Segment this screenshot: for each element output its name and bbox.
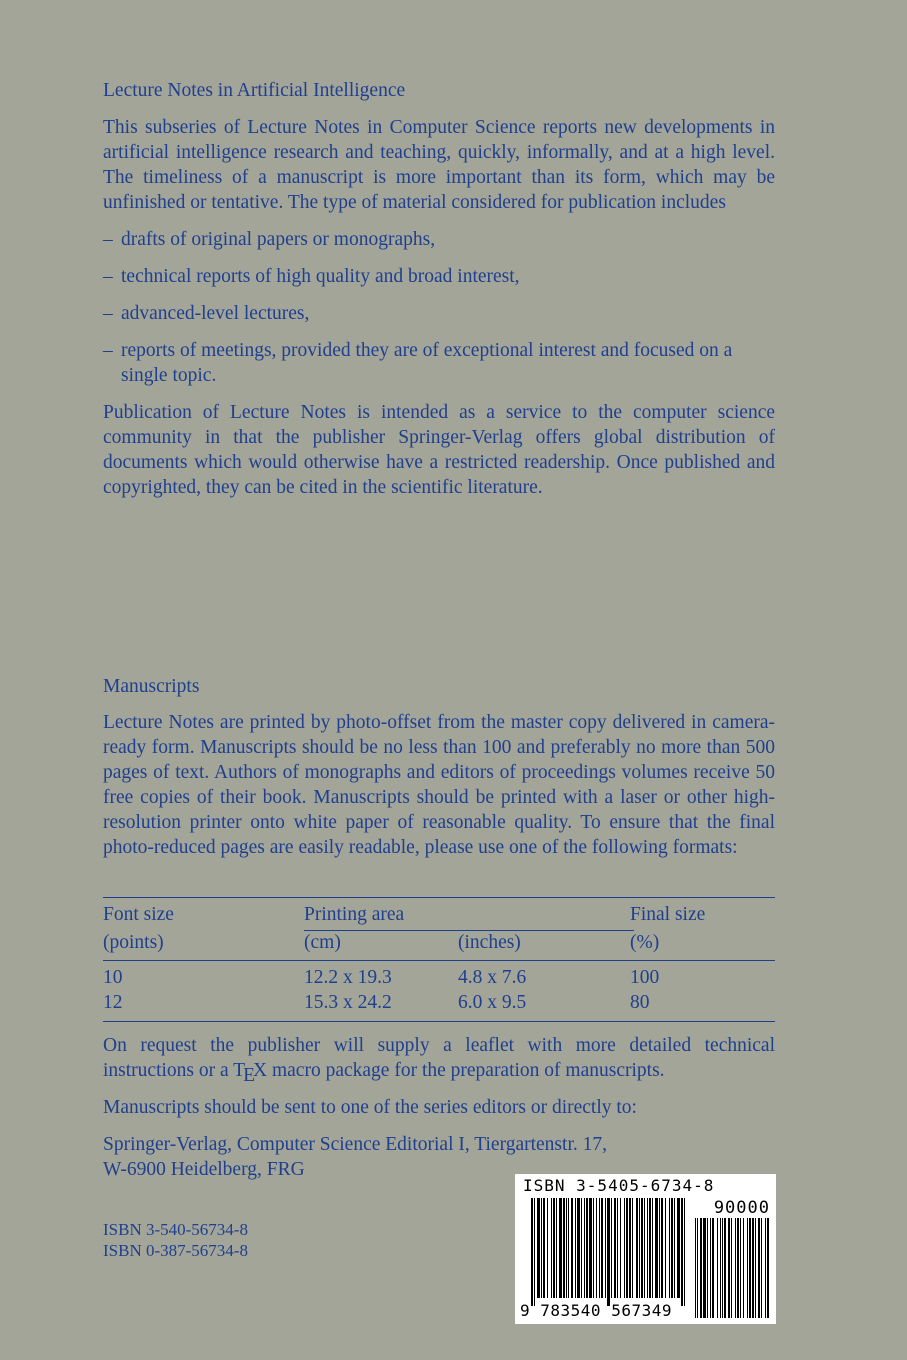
list-item: – reports of meetings, provided they are of exceptional interest and focused on a single topic.	[103, 340, 733, 386]
manuscripts-heading: Manuscripts	[103, 676, 200, 697]
table-cell: 4.8 x 7.6	[458, 967, 527, 988]
list-item: – advanced-level lectures,	[103, 303, 310, 324]
isbn-line: ISBN 0-387-56734-8	[103, 1241, 248, 1260]
col-subheader-inches: (inches)	[458, 932, 521, 953]
subheader-rule	[304, 930, 634, 931]
table-cell: 12.2 x 19.3	[304, 967, 392, 988]
table-cell: 10	[103, 967, 123, 988]
back-cover-text	[103, 78, 775, 500]
table-cell: 100	[630, 967, 660, 988]
col-header-font-size: Font size	[103, 904, 174, 925]
isbn-line: ISBN 3-540-56734-8	[103, 1220, 248, 1239]
barcode-isbn-text: ISBN 3-5405-6734-8	[523, 1176, 715, 1195]
series-heading: Lecture Notes in Artificial Intelligence	[103, 80, 406, 101]
material-list	[103, 227, 775, 388]
publication-paragraph: Publication of Lecture Notes is intended as a service to the computer science community in that the publisher Springer-Verlag offers global distribution of documents which would otherwise have a restricted readership. Once published and copyrighted, they can be cited in the scientific literature.	[103, 402, 775, 498]
list-item: – technical reports of high quality and broad interest,	[103, 266, 520, 287]
series-description: This subseries of Lecture Notes in Computer Science reports new developments in artificial intelligence research and teaching, quickly, informally, and at a high level. The timeliness of a manuscript is more important than its form, which may be unfinished or tentative. The type of material considered for publication includes	[103, 117, 775, 213]
table-cell: 6.0 x 9.5	[458, 992, 527, 1013]
formats-table	[103, 897, 775, 1022]
barcode-addon-text: 90000	[713, 1198, 770, 1218]
table-cell: 15.3 x 24.2	[304, 992, 392, 1013]
request-paragraph: On request the publisher will supply a leaflet with more detailed technical instructions or a TEX macro package for the preparation of manuscripts.	[103, 1035, 775, 1086]
table-cell: 12	[103, 992, 123, 1013]
tex-logo: TEX	[233, 1060, 268, 1086]
send-instructions: Manuscripts should be sent to one of the series editors or directly to:	[103, 1097, 637, 1118]
address-line-2: W-6900 Heidelberg, FRG	[103, 1159, 305, 1180]
table-cell: 80	[630, 992, 650, 1013]
isbn-barcode	[515, 1174, 776, 1324]
col-subheader-points: (points)	[103, 932, 164, 953]
request-section	[103, 1033, 775, 1182]
col-subheader-cm: (cm)	[304, 932, 341, 953]
list-item: – drafts of original papers or monographs,	[103, 229, 436, 250]
manuscripts-section	[103, 674, 775, 860]
header-rule	[103, 960, 775, 961]
col-header-final-size: Final size	[630, 904, 706, 925]
address-line-1: Springer-Verlag, Computer Science Editorial I, Tiergartenstr. 17,	[103, 1134, 607, 1155]
isbn-block	[103, 1219, 248, 1261]
barcode-ean-text: 9 783540 567349	[520, 1301, 672, 1320]
col-subheader-percent: (%)	[630, 932, 660, 953]
col-header-printing-area: Printing area	[304, 904, 405, 925]
manuscripts-paragraph: Lecture Notes are printed by photo-offset from the master copy delivered in camera-ready form. Manuscripts should be no less than 100 and preferably no more than 500 pages of text. Authors of monographs and editors of proceedings volumes receive 50 free copies of their book. Manuscripts should be printed with a laser or other high-resolution printer onto white paper of reasonable quality. To ensure that the final photo-reduced pages are easily readable, please use one of the following formats:	[103, 712, 775, 858]
